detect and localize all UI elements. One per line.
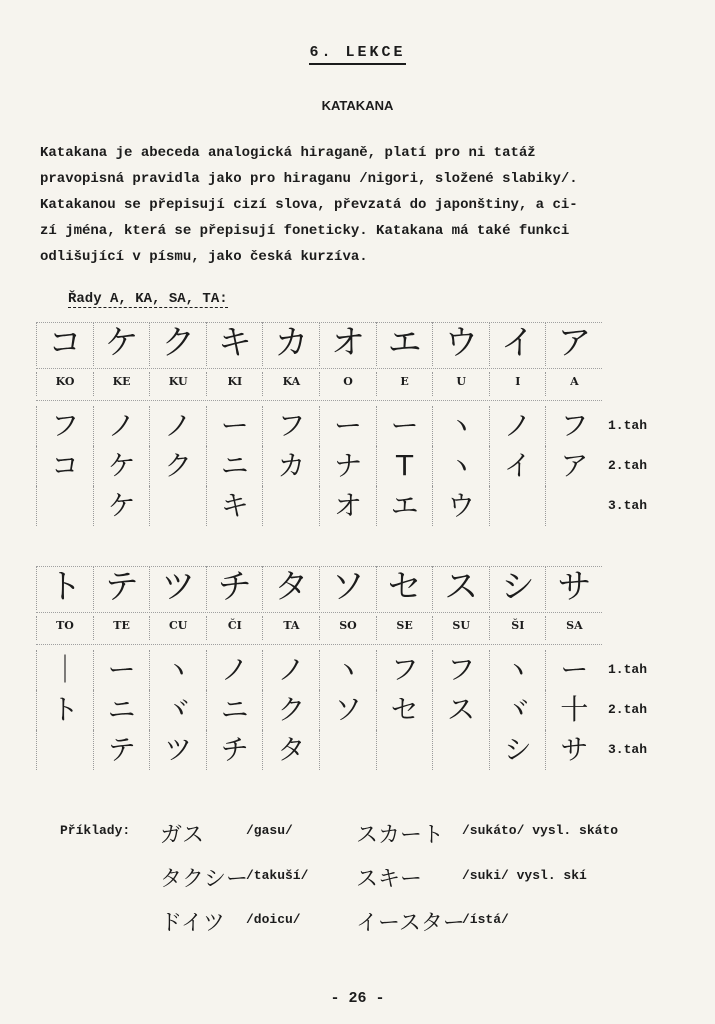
kana-cell-stroke1: ｜ xyxy=(36,650,93,690)
grid-line xyxy=(36,368,602,369)
kana-cell-kana: シ xyxy=(489,566,546,610)
stroke-label-3: 3.tah xyxy=(608,498,648,513)
kana-cell-romaji: SE xyxy=(376,616,433,640)
kana-cell-stroke3: ツ xyxy=(149,730,206,770)
kana-cell-kana: ケ xyxy=(93,322,150,366)
kana-cell-stroke2: ト xyxy=(36,690,93,730)
kana-cell-stroke3: テ xyxy=(93,730,150,770)
kana-cell-kana: キ xyxy=(206,322,263,366)
kana-cell-kana: ト xyxy=(36,566,93,610)
kana-cell-stroke2: セ xyxy=(376,690,433,730)
kana-cell-kana: コ xyxy=(36,322,93,366)
stroke-label-1: 1.tah xyxy=(608,418,648,433)
kana-cell-kana: ク xyxy=(149,322,206,366)
kana-cell-romaji: KA xyxy=(262,372,319,396)
kana-cell-stroke2: ソ xyxy=(319,690,376,730)
kana-cell-stroke3: チ xyxy=(206,730,263,770)
kana-cell-stroke1: ヽ xyxy=(432,406,489,446)
kana-cell-stroke1: ノ xyxy=(489,406,546,446)
example-kana: タクシー xyxy=(160,867,249,892)
kana-cell-stroke3: ケ xyxy=(93,486,150,526)
kana-cell-stroke2: T xyxy=(376,446,433,486)
kana-cell-stroke1: フ xyxy=(36,406,93,446)
kana-cell-romaji: KU xyxy=(149,372,206,396)
kana-cell-stroke2: ニ xyxy=(93,690,150,730)
kana-cell-kana: チ xyxy=(206,566,263,610)
kana-cell-kana: オ xyxy=(319,322,376,366)
kana-cell-kana: タ xyxy=(262,566,319,610)
example-kana: スキー xyxy=(356,867,423,892)
kana-cell-stroke1: ー xyxy=(319,406,376,446)
katakana-table-1 xyxy=(36,322,602,532)
kana-cell-stroke3: エ xyxy=(376,486,433,526)
kana-cell-stroke3: オ xyxy=(319,486,376,526)
kana-cell-kana: テ xyxy=(93,566,150,610)
kana-cell-stroke1: フ xyxy=(432,650,489,690)
kana-cell-stroke2: ニ xyxy=(206,690,263,730)
kana-cell-stroke1: フ xyxy=(376,650,433,690)
kana-cell-kana: カ xyxy=(262,322,319,366)
example-reading: /sukáto/ vysl. skáto xyxy=(462,823,619,838)
grid-line xyxy=(36,644,602,645)
kana-cell-stroke2: ヾ xyxy=(149,690,206,730)
kana-cell-stroke2: ク xyxy=(262,690,319,730)
grid-line xyxy=(36,612,602,613)
kana-cell-stroke2: コ xyxy=(36,446,93,486)
kana-cell-kana: セ xyxy=(376,566,433,610)
kana-cell-stroke2: ス xyxy=(432,690,489,730)
kana-cell-stroke1: ー xyxy=(545,650,602,690)
kana-cell-romaji: ČI xyxy=(206,616,263,640)
stroke-label-1: 1.tah xyxy=(608,662,648,677)
kana-cell-stroke3 xyxy=(319,730,376,770)
kana-cell-stroke3: キ xyxy=(206,486,263,526)
kana-cell-stroke3 xyxy=(36,730,93,770)
kana-cell-romaji: U xyxy=(432,372,489,396)
kana-cell-romaji: E xyxy=(376,372,433,396)
example-kana: ドイツ xyxy=(160,911,225,936)
kana-cell-stroke3: ウ xyxy=(432,486,489,526)
kana-cell-stroke3 xyxy=(262,486,319,526)
examples-label: Příklady: xyxy=(60,823,131,838)
stroke-label-3: 3.tah xyxy=(608,742,648,757)
kana-cell-stroke2: ヾ xyxy=(489,690,546,730)
kana-cell-kana: ソ xyxy=(319,566,376,610)
kana-cell-stroke3 xyxy=(489,486,546,526)
kana-cell-romaji: SU xyxy=(432,616,489,640)
kana-cell-stroke1: ヽ xyxy=(149,650,206,690)
kana-cell-stroke3: タ xyxy=(262,730,319,770)
kana-cell-kana: ウ xyxy=(432,322,489,366)
example-kana: ガス xyxy=(160,823,205,848)
kana-cell-stroke2: 十 xyxy=(545,690,602,730)
kana-cell-kana: ツ xyxy=(149,566,206,610)
kana-cell-romaji: CU xyxy=(149,616,206,640)
kana-cell-stroke3 xyxy=(545,486,602,526)
grid-line xyxy=(36,566,602,567)
kana-cell-stroke1: ー xyxy=(206,406,263,446)
stroke-label-2: 2.tah xyxy=(608,702,648,717)
kana-cell-romaji: SA xyxy=(545,616,602,640)
kana-cell-romaji: ŠI xyxy=(489,616,546,640)
kana-cell-stroke2: ヽ xyxy=(432,446,489,486)
kana-cell-kana: ス xyxy=(432,566,489,610)
example-reading: /takuší/ xyxy=(246,868,309,883)
example-kana: イースター xyxy=(356,911,465,936)
kana-cell-stroke3 xyxy=(149,486,206,526)
kana-cell-romaji: TO xyxy=(36,616,93,640)
kana-cell-stroke2: ア xyxy=(545,446,602,486)
kana-cell-romaji: SO xyxy=(319,616,376,640)
grid-line xyxy=(36,322,602,323)
kana-cell-kana: サ xyxy=(545,566,602,610)
kana-cell-stroke3 xyxy=(376,730,433,770)
example-reading: /ístá/ xyxy=(462,912,509,927)
kana-cell-stroke1: ノ xyxy=(262,650,319,690)
katakana-table-2 xyxy=(36,566,602,776)
kana-cell-stroke2: ニ xyxy=(206,446,263,486)
kana-cell-stroke2: カ xyxy=(262,446,319,486)
kana-cell-stroke3 xyxy=(36,486,93,526)
kana-cell-stroke2: ク xyxy=(149,446,206,486)
kana-cell-romaji: TE xyxy=(93,616,150,640)
kana-cell-romaji: A xyxy=(545,372,602,396)
example-reading: /gasu/ xyxy=(246,823,293,838)
kana-cell-romaji: KO xyxy=(36,372,93,396)
kana-cell-romaji: I xyxy=(489,372,546,396)
kana-cell-stroke1: ー xyxy=(376,406,433,446)
kana-cell-stroke1: ヽ xyxy=(319,650,376,690)
kana-cell-romaji: O xyxy=(319,372,376,396)
kana-cell-stroke2: ナ xyxy=(319,446,376,486)
kana-cell-stroke3 xyxy=(432,730,489,770)
kana-cell-stroke1: ー xyxy=(93,650,150,690)
example-reading: /suki/ vysl. skí xyxy=(462,868,587,883)
kana-cell-stroke2: ケ xyxy=(93,446,150,486)
intro-paragraph: Katakana je abeceda analogická hiraganě, platí pro ni tatáž pravopisná pravidla jako pro hiraganu /nigori, složené slabiky/. Katakanou se přepisují cizí slova, převzatá do japonštiny, a ci- zí jména, která se přepisují foneticky. Katakana má také funkci odlišující v písmu, jako česká kurzíva. xyxy=(40,145,578,265)
kana-cell-kana: ア xyxy=(545,322,602,366)
kana-cell-stroke3: シ xyxy=(489,730,546,770)
example-kana: スカート xyxy=(356,823,445,848)
rows-label: Řady A, KA, SA, TA: xyxy=(68,291,228,307)
kana-cell-stroke1: フ xyxy=(545,406,602,446)
kana-cell-romaji: TA xyxy=(262,616,319,640)
kana-cell-stroke1: ノ xyxy=(149,406,206,446)
grid-line xyxy=(36,400,602,401)
kana-cell-stroke1: フ xyxy=(262,406,319,446)
kana-cell-stroke1: ノ xyxy=(93,406,150,446)
lesson-title: 6. LEKCE xyxy=(309,44,405,65)
lesson-heading xyxy=(0,44,715,61)
kana-cell-stroke2: イ xyxy=(489,446,546,486)
section-title: KATAKANA xyxy=(321,98,394,113)
kana-cell-romaji: KE xyxy=(93,372,150,396)
kana-cell-kana: エ xyxy=(376,322,433,366)
page-number: - 26 - xyxy=(330,990,385,1007)
kana-cell-kana: イ xyxy=(489,322,546,366)
kana-cell-stroke1: ノ xyxy=(206,650,263,690)
kana-cell-stroke1: ヽ xyxy=(489,650,546,690)
kana-cell-stroke3: サ xyxy=(545,730,602,770)
example-reading: /doicu/ xyxy=(246,912,301,927)
stroke-label-2: 2.tah xyxy=(608,458,648,473)
kana-cell-romaji: KI xyxy=(206,372,263,396)
